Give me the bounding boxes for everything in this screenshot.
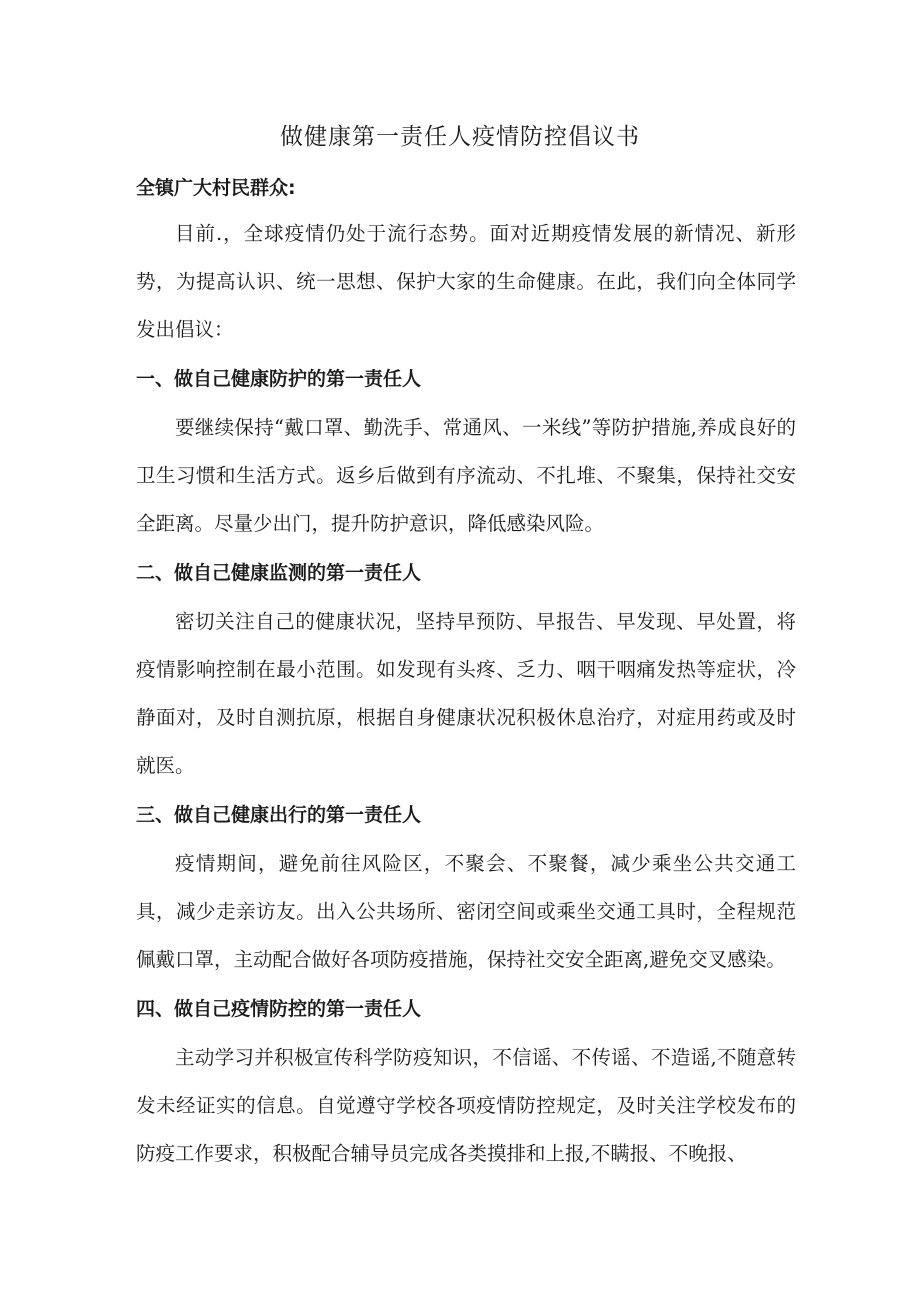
- section-paragraph-3: 疫情期间，避免前往风险区，不聚会、不聚餐，减少乘坐公共交通工具，减少走亲访友。出入公共场所、密闭空间或乘坐交通工具时，全程规范佩戴口罩，主动配合做好各项防疫措施，保持社交安全距离,避免交叉感染。: [136, 852, 796, 971]
- section-heading-1: 一、做自己健康防护的第一责任人: [136, 368, 422, 390]
- document-title: 做健康第一责任人疫情防控倡议书: [280, 124, 640, 150]
- section-heading-2: 二、做自己健康监测的第一责任人: [136, 562, 422, 584]
- salutation: 全镇广大村民群众:: [136, 177, 296, 199]
- section-heading-3: 三、做自己健康出行的第一责任人: [136, 804, 422, 826]
- document-body: [136, 210, 796, 1178]
- section-paragraph-1: 要继续保持“戴口罩、勤洗手、常通风、一米线”等防护措施,养成良好的卫生习惯和生活方式。返乡后做到有序流动、不扎堆、不聚集，保持社交安全距离。尽量少出门，提升防护意识，降低感染风险。: [136, 416, 796, 535]
- section-paragraph-4: 主动学习并积极宣传科学防疫知识，不信谣、不传谣、不造谣,不随意转发未经证实的信息。自觉遵守学校各项疫情防控规定，及时关注学校发布的防疫工作要求，积极配合辅导员完成各类摸排和上报,不瞒报、不晚报、: [136, 1046, 796, 1165]
- section-heading-4: 四、做自己疫情防控的第一责任人: [136, 998, 422, 1020]
- intro-paragraph: 目前.，全球疫情仍处于流行态势。面对近期疫情发展的新情况、新形势，为提高认识、统一思想、保护大家的生命健康。在此，我们向全体同学发出倡议：: [136, 222, 796, 341]
- section-paragraph-2: 密切关注自己的健康状况，坚持早预防、早报告、早发现、早处置，将疫情影响控制在最小范围。如发现有头疼、乏力、咽干咽痛发热等症状，冷静面对，及时自测抗原，根据自身健康状况积极休息治疗，对症用药或及时就医。: [136, 610, 796, 777]
